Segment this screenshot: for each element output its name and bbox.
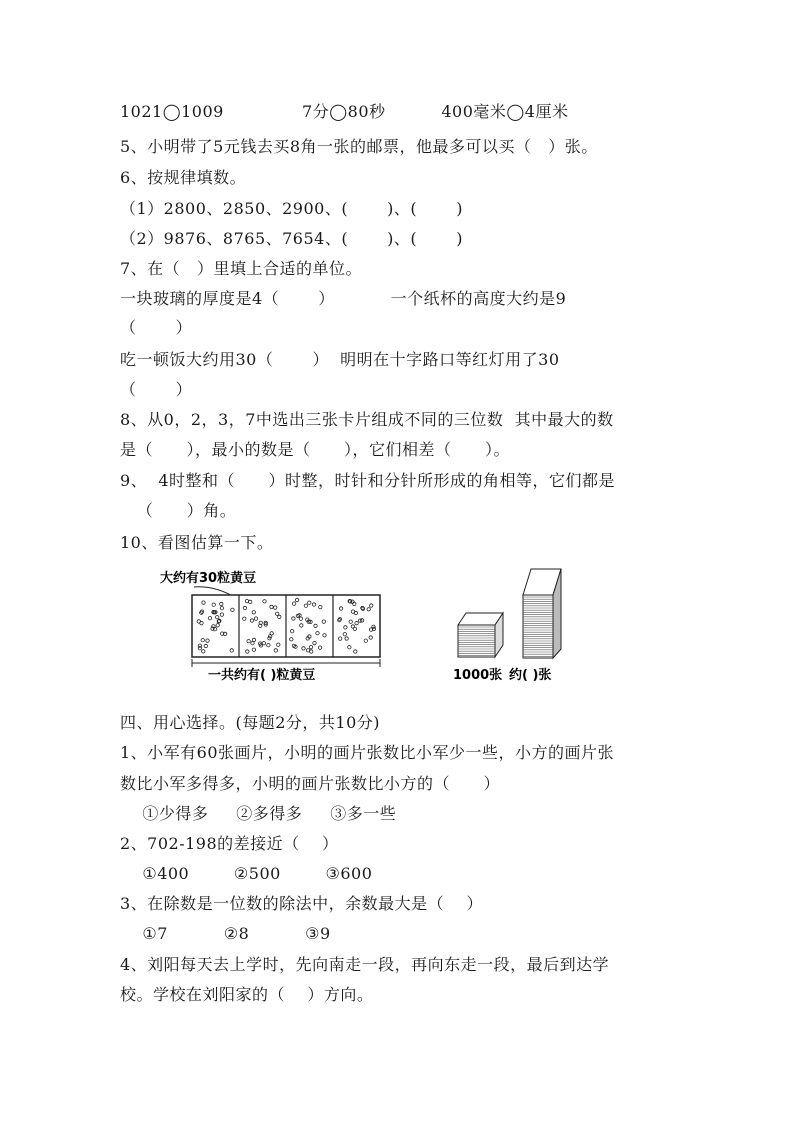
question-7-a: 一块玻璃的厚度是4（ ） 一个纸杯的高度大约是9 xyxy=(120,289,567,308)
question-9: 9、 4时整和（ ）时整，时针和分针所形成的角相等，它们都是 xyxy=(120,471,616,490)
choice-2: 2、702-198的差接近（ ） xyxy=(120,834,339,853)
choice-3: 3、在除数是一位数的除法中，余数最大是（ ） xyxy=(120,894,484,913)
beans-total-label: 一共约有( )粒黄豆 xyxy=(208,668,316,683)
choice-4: 4、刘阳每天去上学时，先向南走一段，再向东走一段，最后到达学 xyxy=(120,955,610,974)
question-7-b: 吃一顿饭大约用30（ ） 明明在十字路口等红灯用了30 xyxy=(120,350,560,369)
choice-1-options: ①少得多 ②多得多 ③多一些 xyxy=(120,804,397,823)
compare-line: 1021◯1009 7分◯80秒 400毫米◯4厘米 xyxy=(120,102,569,121)
choice-2-options: ①400 ②500 ③600 xyxy=(120,864,373,883)
choice-1-line-2: 数比小军多得多，小明的画片张数比小方的（ ） xyxy=(120,774,501,793)
question-10: 10、看图估算一下。 xyxy=(120,533,274,552)
question-9-line-2: （ ）角。 xyxy=(120,501,237,520)
section-4-title: 四、用心选择。(每题2分，共10分) xyxy=(120,713,381,732)
question-5: 5、小明带了5元钱去买8角一张的邮票，他最多可以买（ ）张。 xyxy=(120,137,598,156)
question-7-a-blank: （ ） xyxy=(120,318,193,337)
question-6-part-1: （1）2800、2850、2900、( )、( ) xyxy=(120,199,464,218)
question-6: 6、按规律填数。 xyxy=(120,168,247,187)
choice-4-line-2: 校。学校在刘阳家的（ ）方向。 xyxy=(120,985,374,1004)
question-6-part-2: （2）9876、8765、7654、( )、( ) xyxy=(120,229,464,248)
question-8: 8、从0，2，3，7中选出三张卡片组成不同的三位数 其中最大的数 xyxy=(120,410,614,429)
choice-3-options: ①7 ②8 ③9 xyxy=(120,924,331,943)
estimation-figure xyxy=(120,565,600,690)
question-8-line-2: 是（ ），最小的数是（ ），它们相差（ ）。 xyxy=(120,440,511,459)
question-7: 7、在（ ）里填上合适的单位。 xyxy=(120,259,362,278)
question-7-b-blank: （ ） xyxy=(120,380,193,399)
choice-1: 1、小军有60张画片，小明的画片张数比小军少一些，小方的画片张 xyxy=(120,743,615,762)
paper-small-label: 1000张 xyxy=(453,668,503,683)
beans-caption: 大约有30粒黄豆 xyxy=(160,571,257,586)
paper-big-label: 约( )张 xyxy=(509,668,552,683)
